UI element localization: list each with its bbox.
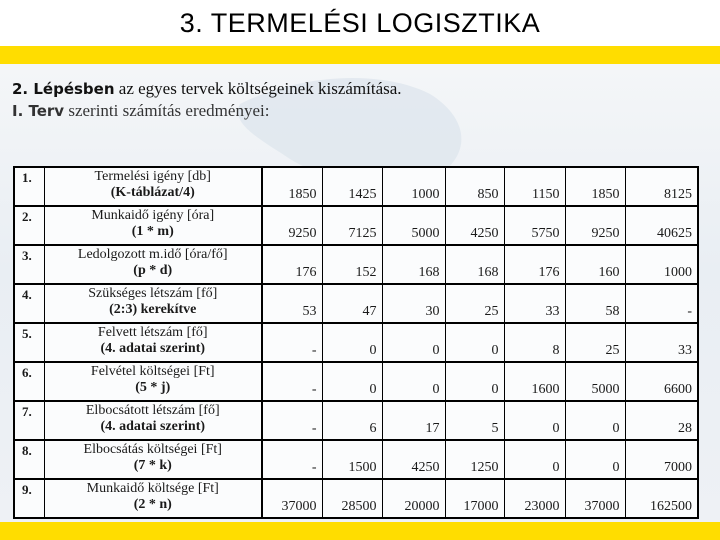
value-cell: 1250 [445,440,504,479]
row-label-formula: (K-táblázat/4) [110,185,195,200]
value-cell: 0 [445,323,504,362]
value-cell: 8 [504,323,565,362]
value-cell: 1850 [565,167,625,206]
value-cell: 47 [322,284,382,323]
value-cell: 160 [565,245,625,284]
bottom-accent-bar [0,522,720,540]
row-total-cell: 162500 [625,479,698,518]
row-total-cell: 6600 [625,362,698,401]
value-cell: 30 [382,284,445,323]
table-row [14,440,698,479]
row-number: 9. [14,479,44,518]
row-number: 5. [14,323,44,362]
value-cell: 1000 [382,167,445,206]
row-label-title: Felvétel költségei [Ft] [90,364,215,379]
row-label-formula: (5 * j) [135,380,171,395]
row-label-title: Szükséges létszám [fő] [88,286,218,301]
value-cell: 17 [382,401,445,440]
table-row [14,362,698,401]
row-label-title: Munkaidő költsége [Ft] [86,481,219,496]
value-cell: 1500 [322,440,382,479]
table-row [14,206,698,245]
row-label-title: Ledolgozott m.idő [óra/fő] [77,247,228,262]
value-cell: 33 [504,284,565,323]
row-number: 4. [14,284,44,323]
value-cell: 58 [565,284,625,323]
value-cell: 1425 [322,167,382,206]
table-row [14,401,698,440]
value-cell: 0 [322,323,382,362]
value-cell: 5000 [565,362,625,401]
value-cell: - [262,401,322,440]
value-cell: 0 [445,362,504,401]
value-cell: 9250 [262,206,322,245]
row-label-formula: (2 * n) [133,497,172,512]
row-total-cell: 28 [625,401,698,440]
value-cell: - [262,362,322,401]
row-label-title: Felvett létszám [fő] [97,325,208,340]
row-total-cell: 8125 [625,167,698,206]
row-total-cell: 33 [625,323,698,362]
row-number: 8. [14,440,44,479]
row-number: 1. [14,167,44,206]
value-cell: 28500 [322,479,382,518]
value-cell: 1150 [504,167,565,206]
value-cell: 0 [504,401,565,440]
value-cell: 0 [382,362,445,401]
value-cell: 23000 [504,479,565,518]
value-cell: 1600 [504,362,565,401]
row-label [44,362,262,401]
value-cell: 53 [262,284,322,323]
table-row [14,479,698,518]
value-cell: 0 [382,323,445,362]
results-table [13,166,699,519]
value-cell: 0 [322,362,382,401]
table-row [14,167,698,206]
row-label [44,206,262,245]
value-cell: 37000 [565,479,625,518]
plan-label: I. Terv [12,102,65,120]
value-cell: 17000 [445,479,504,518]
value-cell: 1850 [262,167,322,206]
row-number: 2. [14,206,44,245]
row-label [44,479,262,518]
row-label [44,323,262,362]
row-number: 3. [14,245,44,284]
value-cell: 4250 [382,440,445,479]
plan-description: szerinti számítás eredményei: [64,101,270,120]
value-cell: 4250 [445,206,504,245]
value-cell: 176 [262,245,322,284]
value-cell: - [262,323,322,362]
step-label: 2. Lépésben [12,80,115,98]
row-label-title: Elbocsátott létszám [fő] [85,403,220,418]
row-label [44,401,262,440]
value-cell: 5750 [504,206,565,245]
value-cell: 20000 [382,479,445,518]
row-label [44,167,262,206]
row-label-title: Termelési igény [db] [94,169,211,184]
row-total-cell: - [625,284,698,323]
row-number: 6. [14,362,44,401]
value-cell: 25 [565,323,625,362]
value-cell: 25 [445,284,504,323]
intro-text [12,78,402,122]
row-label-formula: (4. adatai szerint) [100,419,206,434]
table-row [14,284,698,323]
value-cell: 0 [504,440,565,479]
value-cell: 6 [322,401,382,440]
value-cell: 5000 [382,206,445,245]
row-label-formula: (p * d) [133,263,173,278]
value-cell: 0 [565,401,625,440]
row-number: 7. [14,401,44,440]
row-label [44,245,262,284]
table-row [14,323,698,362]
row-label [44,284,262,323]
value-cell: 7125 [322,206,382,245]
value-cell: 152 [322,245,382,284]
row-label-title: Munkaidő igény [óra] [91,208,215,223]
value-cell: 176 [504,245,565,284]
value-cell: 5 [445,401,504,440]
row-label-formula: (1 * m) [131,224,174,239]
step-description: az egyes tervek költségeinek kiszámítása. [114,79,402,98]
intro-line-2 [12,100,402,122]
slide-title: 3. TERMELÉSI LOGISZTIKA [179,8,541,38]
table-row [14,245,698,284]
title-bar [0,0,720,46]
row-total-cell: 1000 [625,245,698,284]
slide-content [0,64,720,522]
row-label [44,440,262,479]
value-cell: 0 [565,440,625,479]
top-accent-bar [0,46,720,64]
row-label-formula: (2:3) kerekítve [109,302,197,317]
value-cell: 9250 [565,206,625,245]
row-label-formula: (7 * k) [133,458,172,473]
value-cell: 37000 [262,479,322,518]
row-total-cell: 40625 [625,206,698,245]
value-cell: 850 [445,167,504,206]
row-label-formula: (4. adatai szerint) [100,341,206,356]
value-cell: 168 [382,245,445,284]
value-cell: - [262,440,322,479]
intro-line-1 [12,78,402,100]
row-label-title: Elbocsátás költségei [Ft] [83,442,222,457]
row-total-cell: 7000 [625,440,698,479]
value-cell: 168 [445,245,504,284]
